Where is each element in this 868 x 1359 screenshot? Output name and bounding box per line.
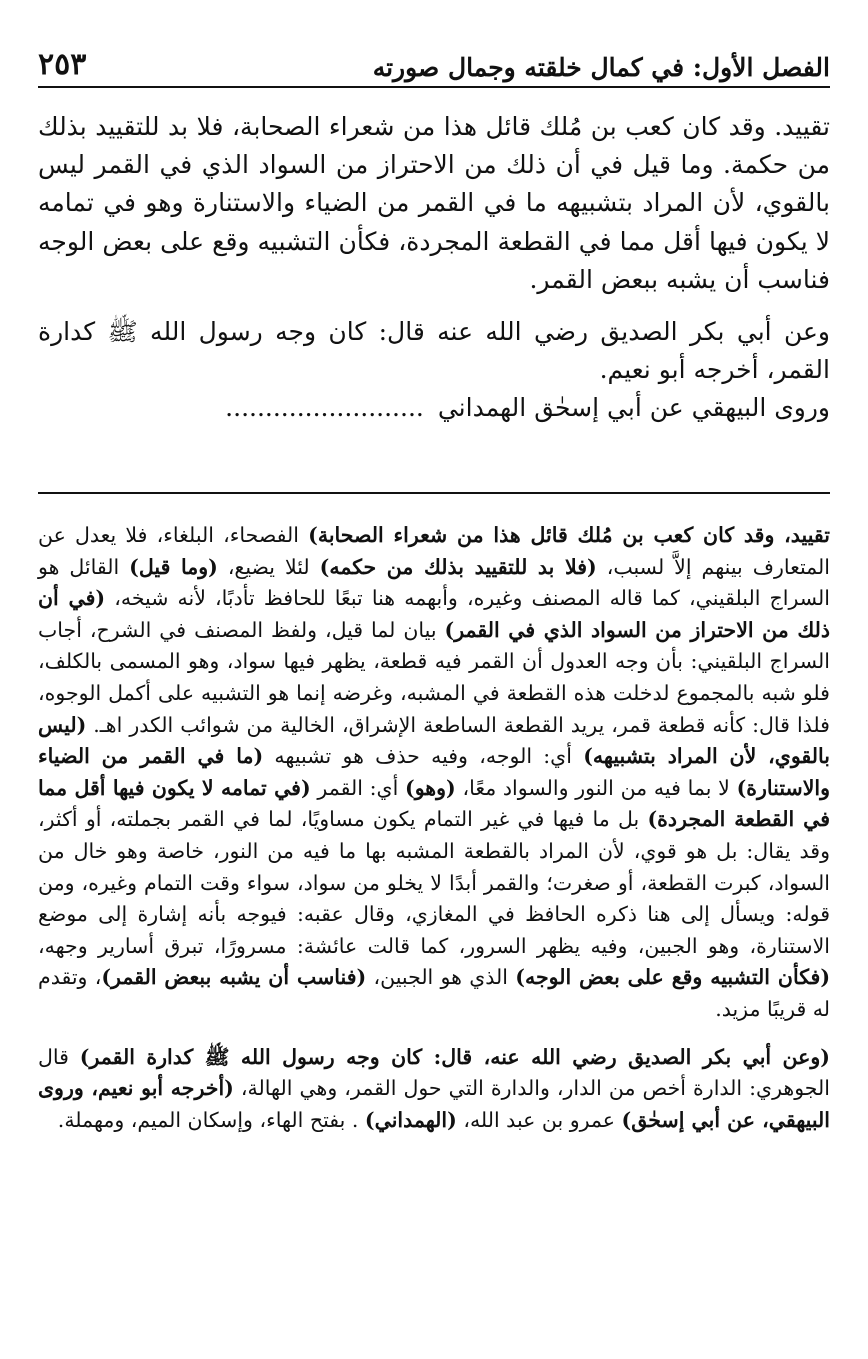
main-text-paragraph: وعن أبي بكر الصديق رضي الله عنه قال: كان وجه رسول الله ﷺ كدارة القمر، أخرجه أبو نعيم. [38, 317, 830, 385]
commentary-text [38, 520, 830, 1136]
quoted-text: (وما قيل) [129, 554, 218, 579]
quoted-text: (في أن ذلك من الاحتراز من السواد الذي في القمر) [38, 586, 830, 642]
main-text-paragraph [38, 389, 830, 427]
commentary-divider [38, 492, 830, 494]
commentary-span: قال الجوهري: الدارة أخص من الدار، والدارة التي حول القمر، وهي الهالة، [38, 1044, 830, 1101]
quoted-text: (فناسب أن يشبه ببعض القمر) [101, 965, 367, 990]
commentary-span: بيان لما قيل، ولفظ المصنف في الشرح، أجاب السراج البلقيني: بأن وجه العدول أن القمر فيه قطعة، يظهر فيها سواد، وهو المسمى بالكلف، فلو شبه بالمجموع لدخلت هذه القطعة في المشبه، وغرضه إنما هو التشبيه على أكمل الوجوه، فلذا قال: كأنه قطعة قمر، يريد القطعة الساطعة الإشراق، الخالية من شوائب الكدر اهـ. [38, 617, 830, 737]
quoted-text: (وعن أبي بكر الصديق رضي الله عنه، قال: كان وجه رسول الله ﷺ كدارة القمر) [79, 1044, 830, 1069]
commentary-span: ، وتقدم له قريبًا مزيد. [38, 965, 830, 1021]
quoted-text: (الهمداني) [364, 1107, 457, 1132]
header-divider [38, 86, 830, 88]
commentary-span: لا بما فيه من النور والسواد معًا، [455, 775, 737, 800]
page-header [38, 30, 830, 82]
quoted-text: (وهو) [405, 775, 456, 800]
commentary-span: أي: القمر [310, 775, 406, 800]
main-text [38, 108, 830, 428]
quoted-text: تقييد، وقد كان كعب بن مُلك قائل هذا من شعراء الصحابة) [308, 523, 830, 547]
page-number: ٢٥٣ [38, 47, 87, 82]
quoted-text: (فكأن التشبيه وقع على بعض الوجه) [515, 965, 831, 990]
commentary-span: الفصحاء، البلغاء، فلا يعدل عن المتعارف بينهم إلاَّ لسبب، [38, 523, 830, 579]
commentary-paragraph [38, 520, 830, 1026]
commentary-span: عمرو بن عبد الله، [456, 1107, 622, 1132]
commentary-paragraph [38, 1042, 830, 1137]
quoted-text: (في تمامه لا يكون فيها أقل مما في القطعة المجردة) [38, 775, 830, 832]
commentary-span: . بفتح الهاء، وإسكان الميم، ومهملة. [57, 1107, 365, 1132]
commentary-span: الذي هو الجبين، [366, 965, 516, 990]
main-text-last-line: وروى البيهقي عن أبي إسحٰق الهمداني [437, 393, 830, 423]
commentary-span: لئلا يضيع، [217, 554, 320, 579]
commentary-span: أي: الوجه، وفيه حذف هو تشبيهه [263, 744, 584, 769]
commentary-span: القائل هو السراج البلقيني، كما قاله المصنف وغيره، وأبهمه هنا تبعًا للحافظ تأدبًا، لأنه شيخه، [38, 554, 830, 611]
quoted-text: (ما في القمر من الضياء والاستنارة) [38, 744, 831, 800]
chapter-title: الفصل الأول: في كمال خلقته وجمال صورته [372, 53, 830, 82]
continuation-dots: ......................... [225, 393, 424, 423]
quoted-text: (فلا بد للتقييد بذلك من حكمه) [319, 554, 597, 579]
commentary-span: بل ما فيها في غير التمام يكون مساويًا، لما في القمر بجملته، أو أكثر، وقد يقال: بل هو قوي، لأن المراد بالقطعة المشبه بها ما فيه من النور، خاصة وهو خال من السواد، كبرت القطعة، أو صغرت؛ والقمر أبدًا لا يخلو من سواد، سواء وقت التمام وغيره، ومن قوله: ويسأل إلى هنا ذكره الحافظ في المغازي، وقال عقبه: فيوجه بأنه إشارة إلى موضع الاستنارة، وهو الجبين، وفيه يظهر السرور، كما قالت عائشة: مسرورًا، تبرق أسارير وجهه، [38, 807, 830, 958]
main-text-paragraph: تقييد. وقد كان كعب بن مُلك قائل هذا من شعراء الصحابة، فلا بد للتقييد بذلك من حكمة. وما قيل في أن ذلك من الاحتراز من السواد الذي في القمر ليس بالقوي، لأن المراد بتشبيهه ما في القمر من الضياء والاستنارة وهو في تمامه لا يكون فيها أقل مما في القطعة المجردة، فكأن التشبيه وقع على بعض الوجه فناسب أن يشبه ببعض القمر. [38, 112, 830, 294]
quoted-text: (أخرجه أبو نعيم، وروى البيهقي، عن أبي إسحٰق) [38, 1076, 830, 1132]
quoted-text: (ليس بالقوي، لأن المراد بتشبيهه) [38, 712, 830, 769]
